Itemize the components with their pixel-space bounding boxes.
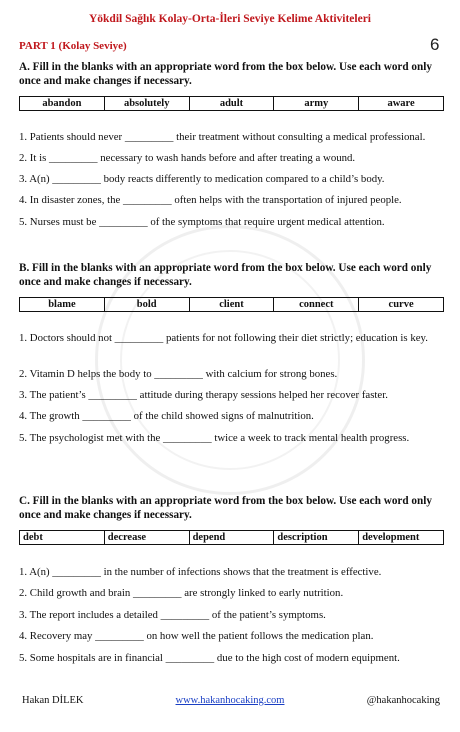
question-item: 3. The patient’s _________ attitude during therapy sessions helped her recover faster. (19, 389, 388, 401)
word-box-cell: curve (388, 299, 414, 310)
section-c-word-box (19, 530, 444, 545)
section-a (19, 60, 444, 228)
word-box-cell: bold (105, 298, 190, 311)
footer-author: Hakan DİLEK (22, 695, 84, 706)
question-item: 4. In disaster zones, the _________ often helps with the transportation of injured people. (19, 194, 402, 206)
question-item: 4. Recovery may _________ on how well the patient follows the medication plan. (19, 630, 374, 642)
document-title: Yökdil Sağlık Kolay-Orta-İleri Seviye Kelime Aktiviteleri (88, 13, 372, 25)
question-item: 5. Nurses must be _________ of the symptoms that require urgent medical attention. (19, 216, 385, 228)
word-box-cell: adult (190, 97, 275, 110)
footer-handle: @hakanhocaking (366, 695, 440, 706)
word-box-cell: depend (190, 531, 275, 544)
word-box-cell: abandon (20, 97, 105, 110)
word-box-cell: aware (387, 98, 415, 109)
word-box-cell: development (362, 532, 420, 543)
question-item: 1. A(n) _________ in the number of infections shows that the treatment is effective. (19, 566, 382, 578)
question-item: 5. The psychologist met with the _________ twice a week to track mental health progress. (19, 432, 410, 444)
question-item: 5. Some hospitals are in financial _________ due to the high cost of modern equipment. (19, 652, 400, 664)
question-item: 2. Vitamin D helps the body to _________ with calcium for strong bones. (19, 368, 338, 380)
word-box-cell: connect (274, 298, 359, 311)
section-b-instruction: B. Fill in the blanks with an appropriate word from the box below. Use each word only once and make changes if necessary. (19, 262, 432, 288)
section-c (19, 494, 444, 664)
question-item: 2. It is _________ necessary to wash hands before and after treating a wound. (19, 152, 356, 164)
question-item: 4. The growth _________ of the child showed signs of malnutrition. (19, 410, 314, 422)
question-item: 1. Doctors should not _________ patients for not following their diet strictly; education is key. (19, 332, 428, 344)
section-b-word-box (19, 297, 444, 312)
word-box-cell: decrease (105, 531, 190, 544)
question-item: 3. A(n) _________ body reacts differently to medication compared to a child’s body. (19, 173, 385, 185)
word-box-cell: absolutely (105, 97, 190, 110)
word-box-cell: debt (20, 531, 105, 544)
part-title: PART 1 (Kolay Seviye) (19, 40, 127, 52)
word-box-cell: blame (20, 298, 105, 311)
word-box-cell: description (274, 531, 359, 544)
word-box-cell: client (190, 298, 275, 311)
question-item: 1. Patients should never _________ their treatment without consulting a medical professional. (19, 131, 426, 143)
section-a-word-box (19, 96, 444, 111)
section-a-instruction: A. Fill in the blanks with an appropriate word from the box below. Use each word only once and make changes if necessary. (19, 61, 432, 87)
page-number: 6 (430, 35, 440, 54)
footer-website-link[interactable]: www.hakanhocaking.com (175, 695, 285, 706)
section-b (19, 261, 444, 444)
word-box-cell: army (274, 97, 359, 110)
question-item: 2. Child growth and brain _________ are strongly linked to early nutrition. (19, 587, 344, 599)
section-c-instruction: C. Fill in the blanks with an appropriate word from the box below. Use each word only once and make changes if necessary. (19, 495, 432, 521)
question-item: 3. The report includes a detailed _________ of the patient’s symptoms. (19, 609, 326, 621)
